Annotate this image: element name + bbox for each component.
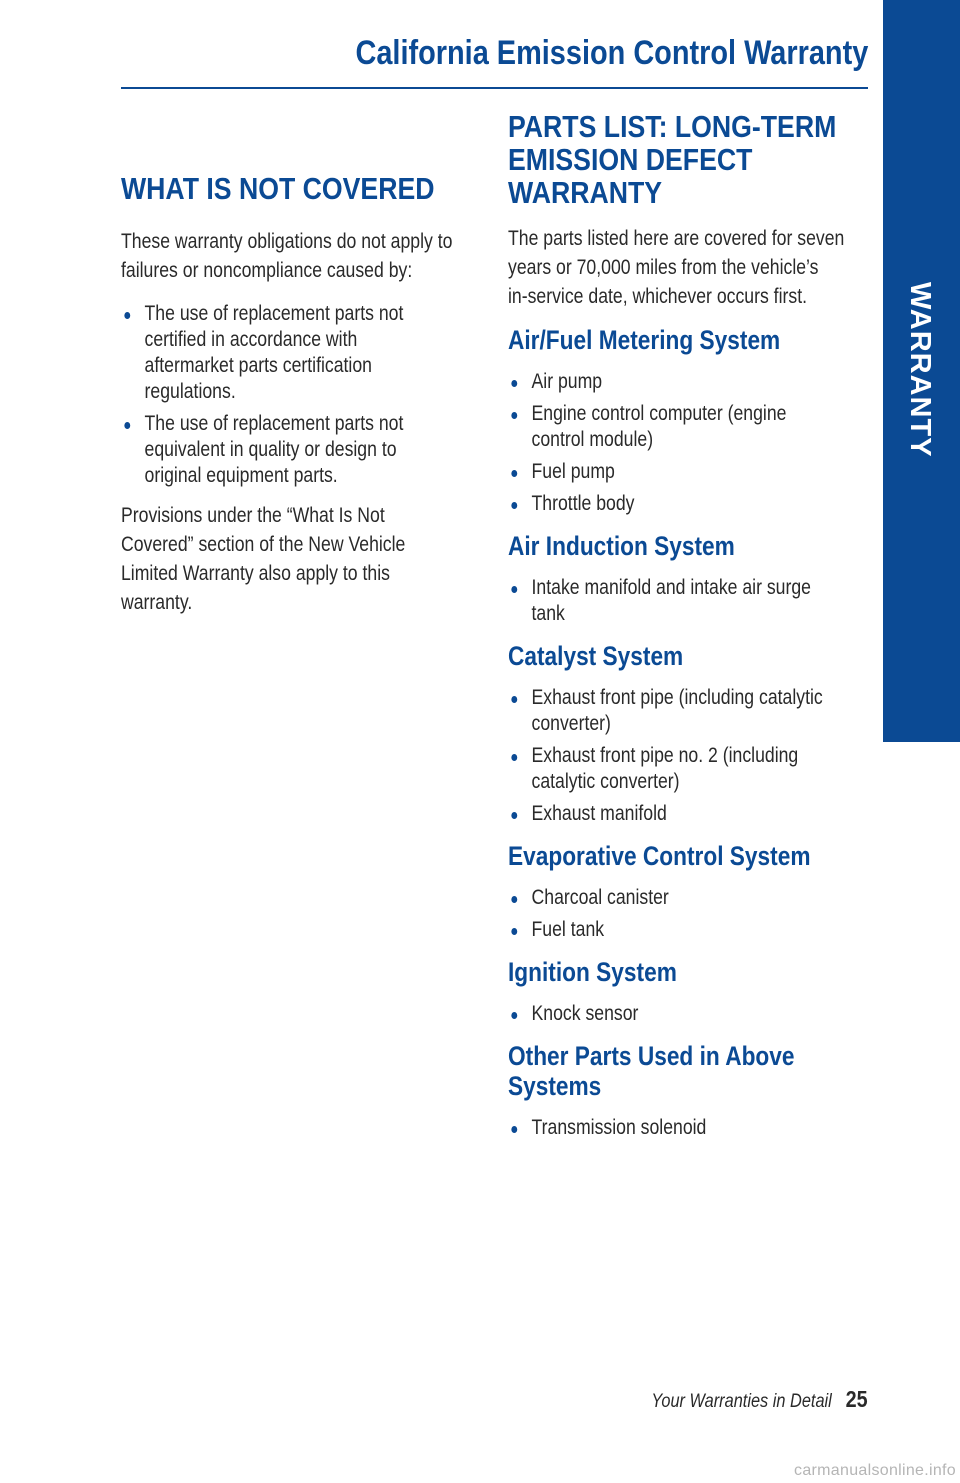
section-heading-evaporative: Evaporative Control System <box>508 841 811 871</box>
note-line: warranty. <box>121 591 193 614</box>
parts-intro-line: The parts listed here are covered for seven <box>508 227 845 250</box>
list-item: Air pump <box>508 369 876 395</box>
bullet-icon <box>511 412 517 419</box>
title-divider <box>121 87 868 89</box>
list-item: Transmission solenoid <box>508 1115 876 1141</box>
section-heading-catalyst: Catalyst System <box>508 641 684 671</box>
watermark: carmanualsonline.info <box>794 1462 956 1479</box>
parts-list-heading: PARTS LIST: LONG-TERM EMISSION DEFECT WARRANTY <box>508 109 837 210</box>
page-title: California Emission Control Warranty <box>355 34 868 72</box>
not-covered-intro-line: failures or noncompliance caused by: <box>121 259 413 282</box>
note-line: Covered” section of the New Vehicle <box>121 533 406 556</box>
bullet-icon <box>511 380 517 387</box>
not-covered-heading: WHAT IS NOT COVERED <box>121 171 435 206</box>
list-item: Fuel tank <box>508 917 876 943</box>
page-footer <box>622 1386 868 1413</box>
bullet-icon <box>511 502 517 509</box>
list-item: Engine control computer (engine control module) <box>508 401 876 453</box>
page-number: 25 <box>845 1386 868 1412</box>
bullet-icon <box>511 586 517 593</box>
section-heading-air-induction: Air Induction System <box>508 531 735 561</box>
footer-section-title: Your Warranties in Detail <box>651 1391 832 1412</box>
side-tab-label: WARRANTY <box>904 282 936 458</box>
bullet-icon <box>511 1012 517 1019</box>
bullet-icon <box>511 470 517 477</box>
section-list-catalyst <box>508 685 870 827</box>
list-item: Throttle body <box>508 491 876 517</box>
bullet-icon <box>511 896 517 903</box>
bullet-icon <box>124 422 130 429</box>
bullet-icon <box>511 1126 517 1133</box>
section-list-evaporative <box>508 885 870 943</box>
section-heading-ignition: Ignition System <box>508 957 677 987</box>
not-covered-list <box>121 301 483 489</box>
section-list-other-parts <box>508 1115 870 1141</box>
list-item: Knock sensor <box>508 1001 876 1027</box>
list-item: Intake manifold and intake air surge tank <box>508 575 876 627</box>
bullet-icon <box>511 812 517 819</box>
bullet-icon <box>511 928 517 935</box>
not-covered-intro-line: These warranty obligations do not apply to <box>121 230 453 253</box>
list-item: Fuel pump <box>508 459 876 485</box>
section-heading-air-fuel: Air/Fuel Metering System <box>508 325 781 355</box>
list-item: The use of replacement parts not certified in accordance with aftermarket parts certification regulations. <box>121 301 489 405</box>
parts-intro-line: in-service date, whichever occurs first. <box>508 285 808 308</box>
bullet-icon <box>511 696 517 703</box>
left-column <box>121 172 483 617</box>
list-item: Charcoal canister <box>508 885 876 911</box>
section-heading-other-parts: Other Parts Used in Above Systems <box>508 1041 795 1101</box>
list-item: The use of replacement parts not equivalent in quality or design to original equipment parts. <box>121 411 489 489</box>
list-item: Exhaust front pipe no. 2 (including catalytic converter) <box>508 743 876 795</box>
bullet-icon <box>124 312 130 319</box>
right-column <box>508 110 870 1141</box>
list-item: Exhaust manifold <box>508 801 876 827</box>
section-list-ignition <box>508 1001 870 1027</box>
bullet-icon <box>511 754 517 761</box>
list-item: Exhaust front pipe (including catalytic converter) <box>508 685 876 737</box>
parts-intro-line: years or 70,000 miles from the vehicle’s <box>508 256 819 279</box>
note-line: Provisions under the “What Is Not <box>121 504 385 527</box>
section-list-air-induction <box>508 575 870 627</box>
note-line: Limited Warranty also apply to this <box>121 562 390 585</box>
section-list-air-fuel <box>508 369 870 517</box>
